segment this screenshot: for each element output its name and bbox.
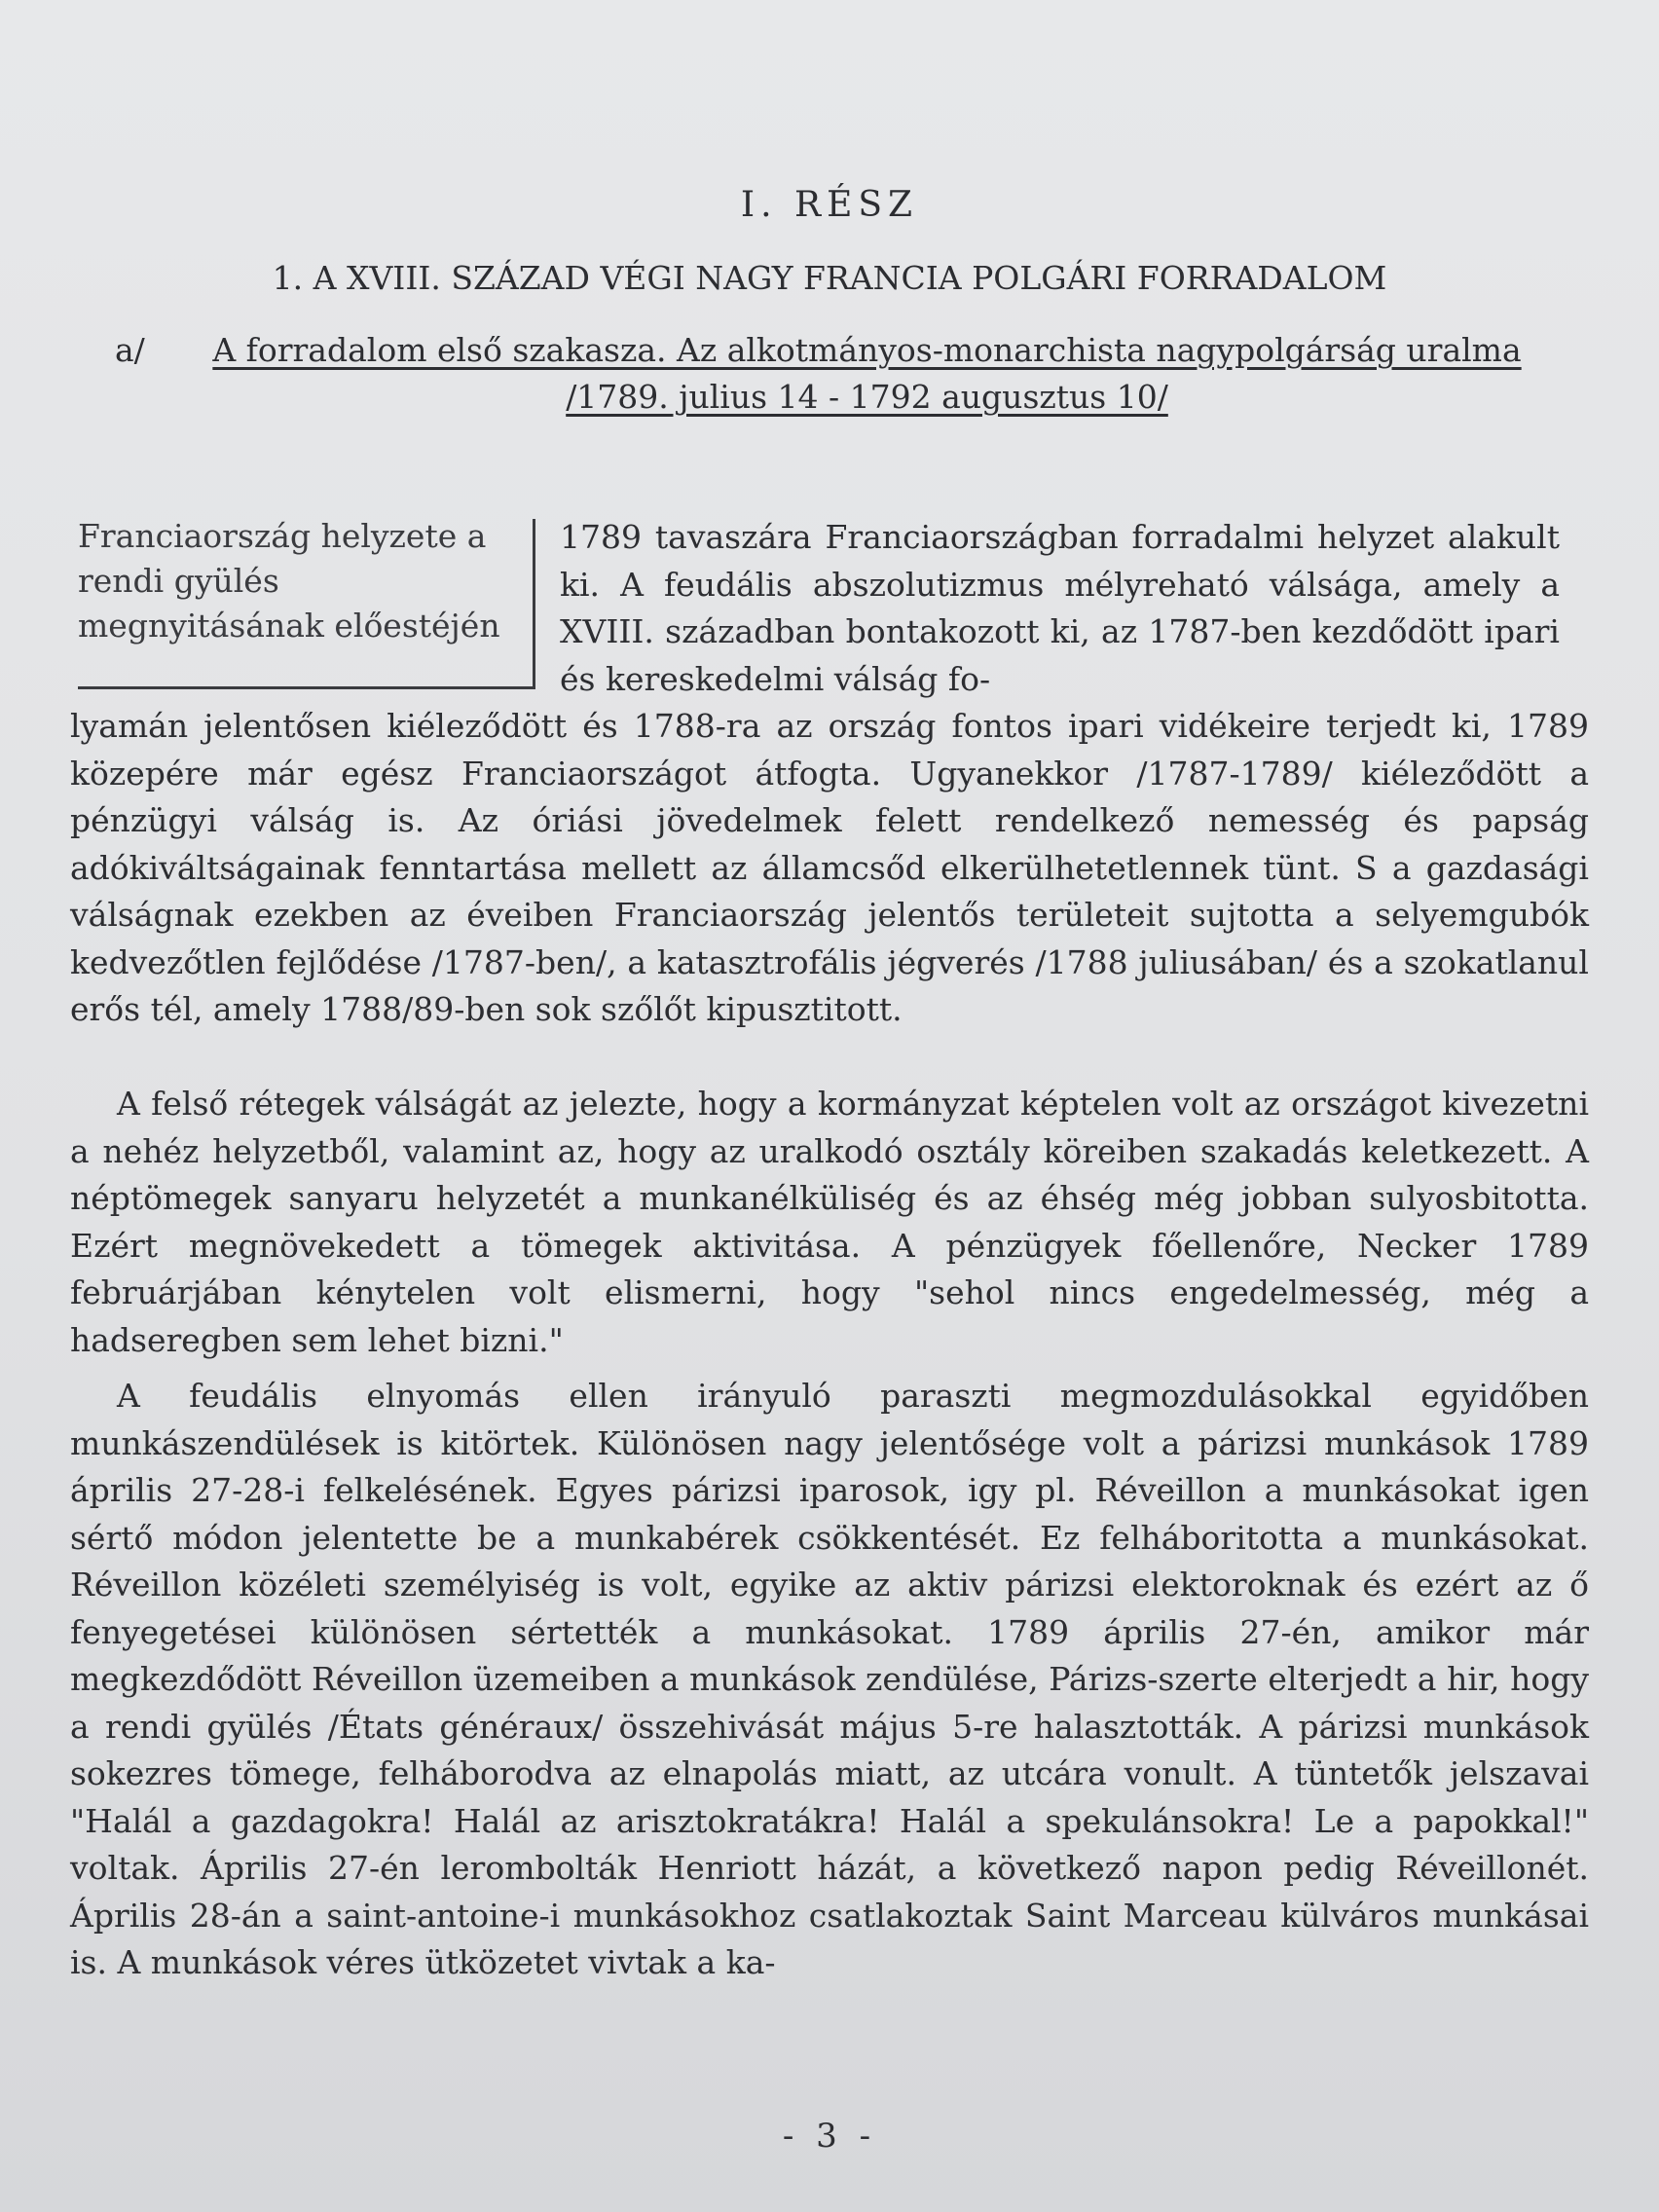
margin-note: Franciaország helyzete a rendi gyülés megnyitásának előestéjén	[78, 517, 500, 645]
page-number: - 3 -	[782, 2117, 877, 2156]
subsection-heading	[115, 327, 1575, 421]
section-title: 1. A XVIII. SZÁZAD VÉGI NAGY FRANCIA POLGÁRI FORRADALOM	[272, 259, 1387, 297]
paragraph-3: A feudális elnyomás ellen irányuló paraszti megmozdulásokkal egyidőben munkászendülések is kitörtek. Különösen nagy jelentősége volt a párizsi munkások 1789 április 27-28-i felkelésének. Egyes párizsi iparosok, igy pl. Réveillon a munkásokat igen sértő módon jelentette be a munkabérek csökkentését. Ez felháboritotta a munkásokat. Réveillon közéleti személyiség is volt, egyike az aktiv párizsi elektoroknak és ezért az ő fenyegetései különösen sértették a munkásokat. 1789 április 27-én, amikor már megkezdődött Réveillon üzemeiben a munkások zendülése, Párizs-szerte elterjedt a hir, hogy a rendi gyülés /États généraux/ összehivását május 5-re halasztották. A párizsi munkások sokezres tömege, felháborodva az elnapolás miatt, az utcára vonult. A tüntetők jelszavai "Halál a gazdagokra! Halál az arisztokratákra! Halál a spekulánsokra! Le a papokkal!" voltak. Április 27-én lerombolták Henriott házát, a következő napon pedig Réveillonét. Április 28-án a saint-antoine-i munkásokhoz csatlakoztak Saint Marceau külváros munkásai is. A munkások véres ütközetet vivtak a ka-	[70, 1377, 1589, 1981]
subsection-label: a/	[115, 331, 145, 369]
paragraph-2: A felső rétegek válságát az jelezte, hogy a kormányzat képtelen volt az országot kivezetni a nehéz helyzetből, valamint az, hogy az uralkodó osztály köreiben szakadás keletkezett. A néptömegek sanyaru helyzetét a munkanélküliség és az éhség még jobban sulyosbitotta. Ezért megnövekedett a tömegek aktivitása. A pénzügyek főellenőre, Necker 1789 februárjában kénytelen volt elismerni, hogy "sehol nincs engedelmesség, még a hadseregben sem lehet bizni."	[70, 1085, 1589, 1359]
paragraph-1-continued: lyamán jelentősen kiéleződött és 1788-ra az ország fontos ipari vidékeire terjedt ki, 1789 közepére már egész Franciaországot átfogta. Ugyanekkor /1787-1789/ kiéleződött a pénzügyi válság is. Az óriási jövedelmek felett rendelkező nemesség és papság adókiváltságainak fenntartása mellett az államcsőd elkerülhetetlennek tünt. S a gazdasági válságnak ezekben az éveiben Franciaország jelentős területeit sujtotta a selyemgubók kedvezőtlen fejlődése /1787-ben/, a katasztrofális jégverés /1788 juliusában/ és a szokatlanul erős tél, amely 1788/89-ben sok szőlőt kipusztitott.	[70, 707, 1589, 1028]
subsection-title: A forradalom első szakasza. Az alkotmányos-monarchista nagypolgárság uralma /1789. julius 14 - 1792 augusztus 10/	[212, 331, 1522, 416]
paragraph-1-wrapped: 1789 tavaszára Franciaországban forradalmi helyzet alakult ki. A feudális abszolutizmus mélyreható válsága, amely a XVIII. században bontakozott ki, az 1787-ben kezdődött ipari és kereskedelmi válság fo-	[560, 518, 1560, 698]
part-title: I. RÉSZ	[740, 185, 919, 225]
